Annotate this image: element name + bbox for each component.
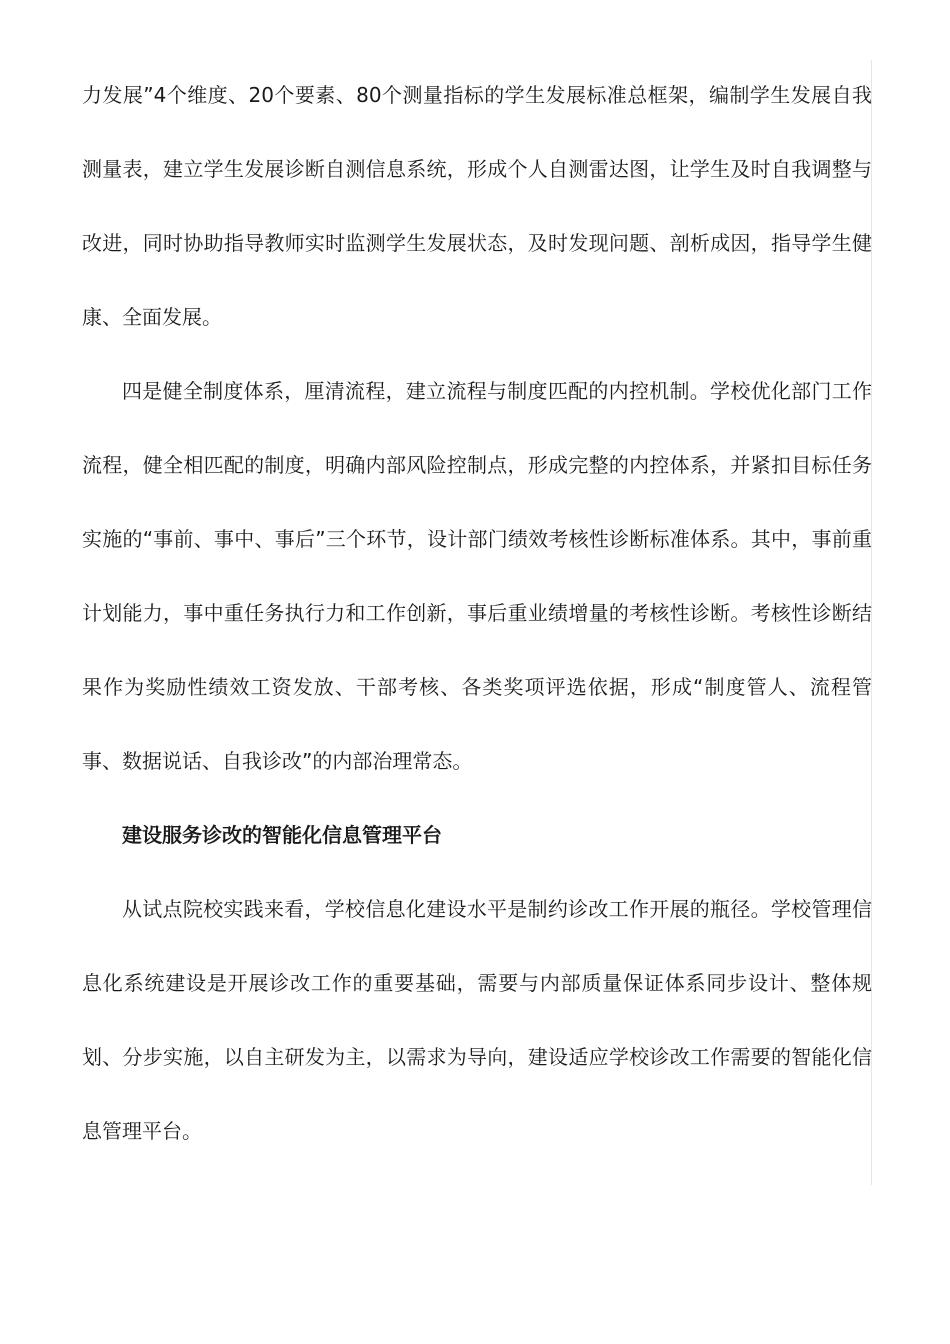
- paragraph-student-development: 力发展”4个维度、20个要素、80个测量指标的学生发展标准总框架，编制学生发展自我测量表，建立学生发展诊断自测信息系统，形成个人自测雷达图，让学生及时自我调整与改进，同时协助指导教师实时监测学生发展状态，及时发现问题、剖析成因，指导学生健康、全面发展。: [82, 83, 872, 329]
- paragraph-information-platform: 从试点院校实践来看，学校信息化建设水平是制约诊改工作开展的瓶径。学校管理信息化系统建设是开展诊改工作的重要基础，需要与内部质量保证体系同步设计、整体规划、分步实施，以自主研发为主，以需求为导向，建设适应学校诊改工作需要的智能化信息管理平台。: [82, 897, 872, 1143]
- section-heading: 建设服务诊改的智能化信息管理平台: [122, 823, 442, 847]
- document-body: [82, 58, 872, 1168]
- paragraph-internal-control: 四是健全制度体系，厘清流程，建立流程与制度匹配的内控机制。学校优化部门工作流程，健全相匹配的制度，明确内部风险控制点，形成完整的内控体系，并紧扣目标任务实施的“事前、事中、事后”三个环节，设计部门绩效考核性诊断标准体系。其中，事前重计划能力，事中重任务执行力和工作创新，事后重业绩增量的考核性诊断。考核性诊断结果作为奖励性绩效工资发放、干部考核、各类奖项评选依据，形成“制度管人、流程管事、数据说话、自我诊改”的内部治理常态。: [82, 379, 872, 773]
